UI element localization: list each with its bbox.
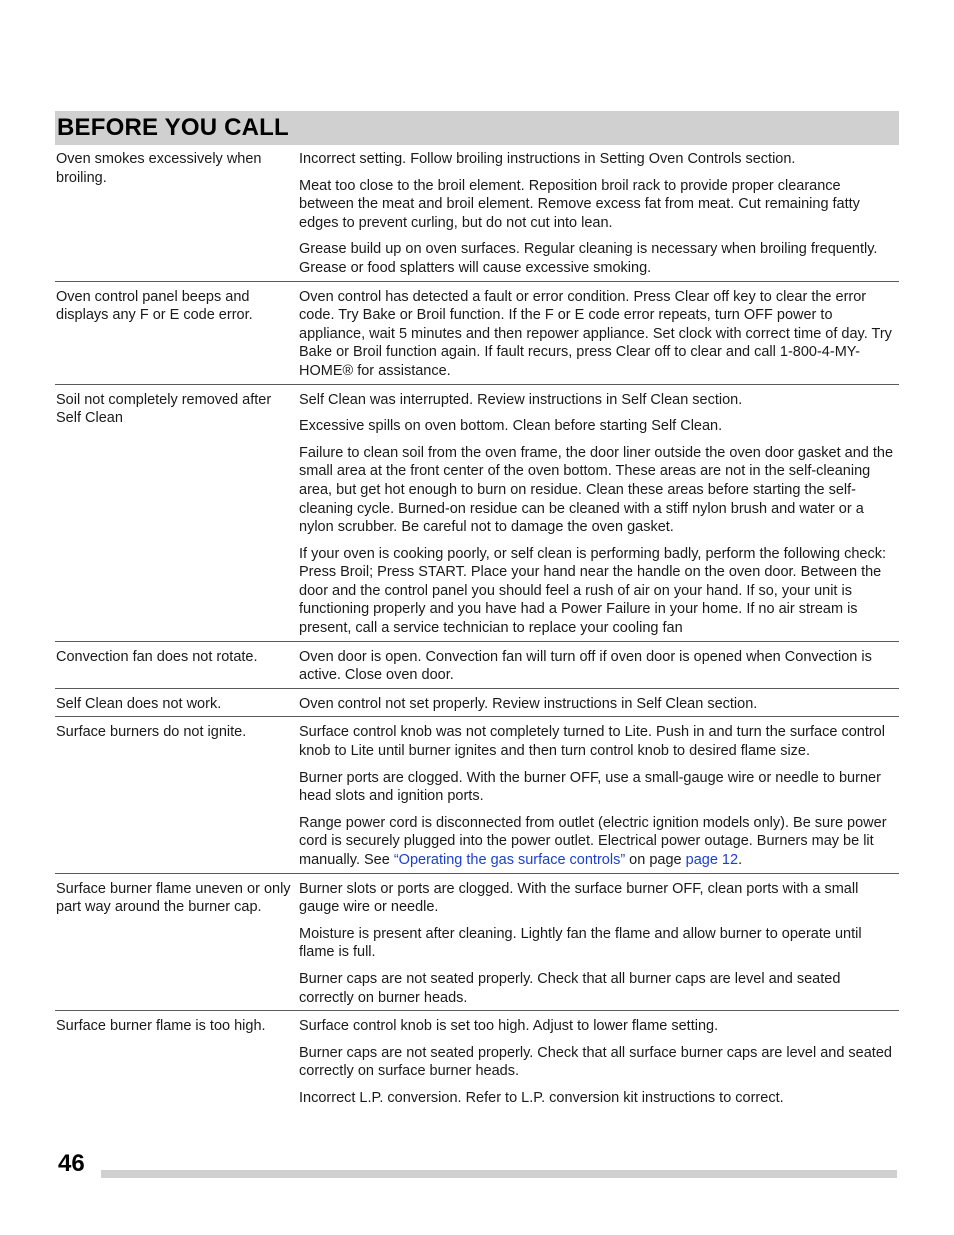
cause-text: Range power cord is disconnected from outlet (electric ignition models only). Be sure power cord is securely plugged into the power outlet. Electrical power outage. Burners may be lit manually. See [299, 814, 887, 868]
cause-text-with-links [299, 814, 899, 870]
cause-text: Excessive spills on oven bottom. Clean before starting Self Clean. [299, 418, 723, 435]
cause-text: Oven control has detected a fault or error condition. Press Clear off key to clear the error code. Try Bake or Broil function. If the F or E code error repeats, turn OFF power to appliance, wait 5 minutes and then repower appliance. Set clock with correct time of day. Try Bake or Broil function again. If fault recurs, press Clear off to clear and call 1-800-4-MY-HOME® for assistance. [299, 288, 892, 379]
cause-text: Incorrect setting. Follow broiling instructions in Setting Oven Controls section. [299, 151, 796, 167]
cause-text-end: . [738, 852, 743, 868]
page-12-link[interactable]: page 12 [685, 852, 739, 868]
header-bar [55, 111, 899, 145]
table-row [55, 880, 899, 1012]
table-row [55, 695, 899, 718]
cause-text: Failure to clean soil from the oven frame, the door liner outside the oven door gasket and the small area at the front center of the oven bottom. These areas are not in the self-cleaning area, but get hot enough to burn on residue. Clean these areas before starting the self-cleaning cycle. Burned-on residue can be cleaned with a stiff nylon brush and water or a nylon scrubber. Be careful not to damage the oven gasket. [299, 444, 894, 536]
causes-cell [299, 391, 899, 638]
cause-text: Self Clean was interrupted. Review instructions in Self Clean section. [299, 391, 743, 408]
cause-text: Burner ports are clogged. With the burner OFF, use a small-gauge wire or needle to burner head slots and ignition ports. [299, 769, 881, 805]
cause-text: Burner slots or ports are clogged. With the surface burner OFF, clean ports with a small gauge wire or needle. [299, 880, 859, 916]
symptom-cell: Surface burners do not ignite. [56, 724, 247, 741]
causes-cell [299, 695, 899, 714]
causes-cell [299, 648, 899, 685]
operating-gas-surface-controls-link[interactable]: “Operating the gas surface controls” [393, 852, 626, 868]
cause-text: Burner caps are not seated properly. Check that all surface burner caps are level and seated correctly on surface burner heads. [299, 1044, 892, 1080]
symptom-cell: Surface burner flame uneven or only part way around the burner cap. [56, 880, 291, 916]
table-row [55, 288, 899, 385]
symptom-cell: Oven control panel beeps and displays any F or E code error. [56, 288, 253, 324]
table-row [55, 723, 899, 873]
table-row [55, 648, 899, 689]
causes-cell [299, 150, 899, 278]
table-row [55, 1017, 899, 1110]
footer-bar [101, 1170, 897, 1178]
causes-cell [299, 288, 899, 381]
cause-text: Moisture is present after cleaning. Lightly fan the flame and allow burner to operate until flame is full. [299, 925, 862, 961]
symptom-cell: Self Clean does not work. [56, 695, 222, 712]
table-row [55, 150, 899, 282]
causes-cell [299, 723, 899, 869]
cause-text-mid: on page [625, 852, 686, 868]
cause-text: Surface control knob was not completely turned to Lite. Push in and turn the surface control knob to Lite until burner ignites and then turn control knob to desired flame size. [299, 724, 885, 760]
causes-cell [299, 880, 899, 1008]
symptom-cell: Oven smokes excessively when broiling. [56, 151, 262, 186]
symptom-cell: Soil not completely removed after Self Clean [56, 391, 272, 427]
cause-text: If your oven is cooking poorly, or self clean is performing badly, perform the following check: Press Broil; Press START. Place your hand near the handle on the oven door. Between the door and the control panel you should feel a rush of air on your hand. If so, your unit is functioning properly and you have had a Power Failure in your home. If no air stream is present, call a service technician to replace your cooling fan [299, 545, 886, 637]
cause-text: Incorrect L.P. conversion. Refer to L.P. conversion kit instructions to correct. [299, 1089, 784, 1106]
page-title: BEFORE YOU CALL [57, 114, 289, 141]
symptom-cell: Surface burner flame is too high. [56, 1018, 266, 1035]
cause-text: Surface control knob is set too high. Adjust to lower flame setting. [299, 1018, 719, 1035]
cause-text: Grease build up on oven surfaces. Regular cleaning is necessary when broiling frequently. Grease or food splatters will cause excessive smoking. [299, 241, 878, 276]
causes-cell [299, 1017, 899, 1107]
cause-text: Oven door is open. Convection fan will turn off if oven door is opened when Convection is active. Close oven door. [299, 648, 872, 684]
troubleshooting-table [55, 150, 899, 1117]
cause-text: Oven control not set properly. Review instructions in Self Clean section. [299, 695, 758, 712]
table-row [55, 391, 899, 642]
page-number: 46 [58, 1150, 85, 1177]
cause-text: Meat too close to the broil element. Reposition broil rack to provide proper clearance between the meat and broil element. Remove excess fat from meat. Cut remaining fatty edges to prevent curling, but do not cut into lean. [299, 177, 860, 231]
cause-text: Burner caps are not seated properly. Check that all burner caps are level and seated correctly on burner heads. [299, 970, 841, 1006]
symptom-cell: Convection fan does not rotate. [56, 648, 258, 665]
